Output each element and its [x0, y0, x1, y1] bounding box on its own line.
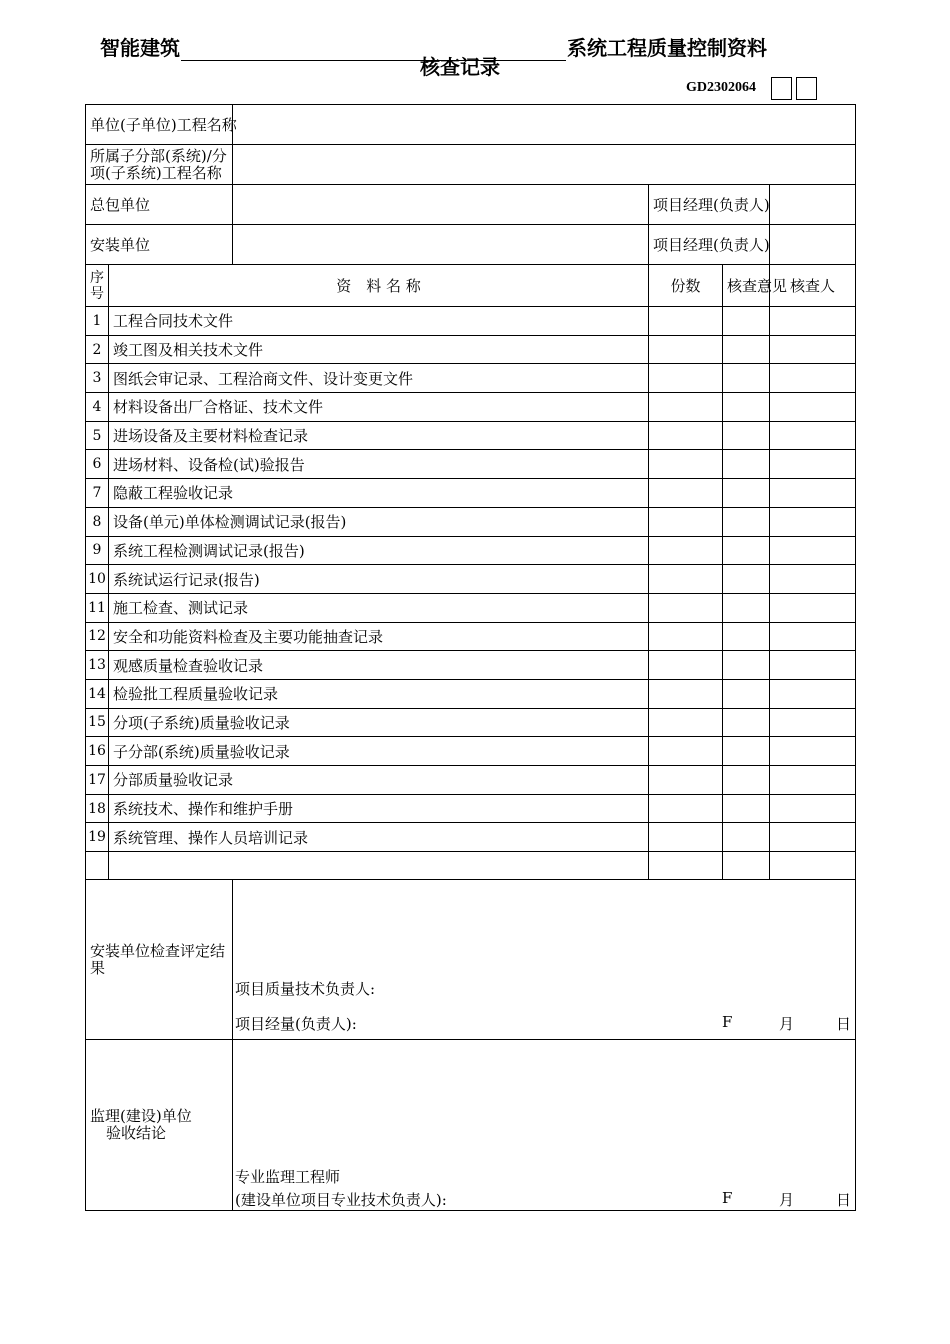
item-name: 分项(子系统)质量验收记录	[109, 708, 649, 737]
item-name: 检验批工程质量验收记录	[109, 679, 649, 708]
item-name: 工程合同技术文件	[109, 307, 649, 336]
table-row	[86, 679, 856, 708]
table-row	[86, 565, 856, 594]
item-copies[interactable]	[649, 794, 723, 823]
quality-lead-label: 项目质量技术负责人:	[235, 980, 376, 998]
item-opinion[interactable]	[723, 421, 770, 450]
item-checker[interactable]	[770, 679, 856, 708]
col-copies: 份数	[649, 265, 723, 307]
item-checker[interactable]	[770, 766, 856, 795]
table-row	[86, 479, 856, 508]
pm-label-1: 项目经理(负责人)	[649, 185, 770, 225]
general-contractor-row	[86, 185, 856, 225]
col-opinion: 核查意见	[723, 265, 770, 307]
item-opinion[interactable]	[723, 335, 770, 364]
form-code: GD2302064	[686, 80, 756, 95]
item-checker[interactable]	[770, 823, 856, 852]
item-checker[interactable]	[770, 794, 856, 823]
item-checker[interactable]	[770, 708, 856, 737]
item-opinion[interactable]	[723, 823, 770, 852]
item-name: 观感质量检查验收记录	[109, 651, 649, 680]
title-right: 系统工程质量控制资料	[567, 36, 767, 60]
column-header-row	[86, 265, 856, 307]
table-row	[86, 651, 856, 680]
item-name: 安全和功能资料检查及主要功能抽查记录	[109, 622, 649, 651]
item-checker[interactable]	[770, 364, 856, 393]
subproject-value[interactable]	[233, 145, 856, 185]
item-checker[interactable]	[770, 393, 856, 422]
item-opinion[interactable]	[723, 393, 770, 422]
blank-seq	[86, 852, 109, 880]
item-no: 12	[86, 622, 109, 651]
supervisor-label-line2: 验收结论	[106, 1124, 167, 1143]
table-row	[86, 708, 856, 737]
table-row-blank	[86, 852, 856, 880]
item-no: 17	[86, 766, 109, 795]
item-name: 进场设备及主要材料检查记录	[109, 421, 649, 450]
item-copies[interactable]	[649, 507, 723, 536]
subproject-row	[86, 145, 856, 185]
item-checker[interactable]	[770, 622, 856, 651]
item-checker[interactable]	[770, 450, 856, 479]
item-copies[interactable]	[649, 823, 723, 852]
table-row	[86, 307, 856, 336]
general-contractor-label: 总包单位	[86, 185, 233, 225]
item-checker[interactable]	[770, 421, 856, 450]
table-row	[86, 593, 856, 622]
item-no: 6	[86, 450, 109, 479]
manager-label: 项目经量(负责人):	[235, 1015, 357, 1033]
title-left: 智能建筑	[100, 36, 180, 60]
col-seq: 序号	[86, 265, 109, 307]
item-copies[interactable]	[649, 651, 723, 680]
code-box-1[interactable]	[771, 77, 792, 100]
installer-day: 日	[836, 1015, 852, 1033]
pm-value-2[interactable]	[770, 225, 856, 265]
supervisor-month: 月	[779, 1191, 795, 1209]
engineer-note: (建设单位项目专业技术负责人):	[235, 1191, 447, 1209]
table-row	[86, 421, 856, 450]
table-row	[86, 364, 856, 393]
table-row	[86, 450, 856, 479]
item-checker[interactable]	[770, 565, 856, 594]
item-opinion[interactable]	[723, 450, 770, 479]
subproject-label: 所属子分部(系统)/分项(子系统)工程名称	[86, 145, 233, 185]
item-opinion[interactable]	[723, 565, 770, 594]
item-copies[interactable]	[649, 335, 723, 364]
item-no: 3	[86, 364, 109, 393]
item-no: 8	[86, 507, 109, 536]
item-no: 7	[86, 479, 109, 508]
item-copies[interactable]	[649, 766, 723, 795]
item-opinion[interactable]	[723, 622, 770, 651]
form-title-line2: 核查记录	[420, 55, 500, 79]
item-no: 19	[86, 823, 109, 852]
item-copies[interactable]	[649, 421, 723, 450]
item-opinion[interactable]	[723, 364, 770, 393]
table-row	[86, 737, 856, 766]
col-name: 资 料 名 称	[109, 265, 649, 307]
item-opinion[interactable]	[723, 708, 770, 737]
item-opinion[interactable]	[723, 479, 770, 508]
item-no: 13	[86, 651, 109, 680]
item-name: 分部质量验收记录	[109, 766, 649, 795]
item-name: 隐蔽工程验收记录	[109, 479, 649, 508]
project-name-row	[86, 105, 856, 145]
item-no: 16	[86, 737, 109, 766]
item-copies[interactable]	[649, 565, 723, 594]
table-row	[86, 794, 856, 823]
item-no: 10	[86, 565, 109, 594]
installer-result-label: 安装单位检查评定结果	[86, 880, 233, 1040]
item-checker[interactable]	[770, 536, 856, 565]
blank-name[interactable]	[109, 852, 649, 880]
item-name: 子分部(系统)质量验收记录	[109, 737, 649, 766]
item-copies[interactable]	[649, 622, 723, 651]
item-name: 设备(单元)单体检测调试记录(报告)	[109, 507, 649, 536]
installer-row	[86, 225, 856, 265]
supervisor-label-line1: 监理(建设)单位	[90, 1107, 192, 1126]
item-copies[interactable]	[649, 364, 723, 393]
item-copies[interactable]	[649, 450, 723, 479]
table-row	[86, 823, 856, 852]
item-name: 系统试运行记录(报告)	[109, 565, 649, 594]
item-copies[interactable]	[649, 393, 723, 422]
item-opinion[interactable]	[723, 593, 770, 622]
item-name: 图纸会审记录、工程洽商文件、设计变更文件	[109, 364, 649, 393]
supervisor-day: 日	[836, 1191, 852, 1209]
item-opinion[interactable]	[723, 794, 770, 823]
item-no: 14	[86, 679, 109, 708]
item-no: 11	[86, 593, 109, 622]
item-rows	[86, 307, 856, 852]
item-copies[interactable]	[649, 536, 723, 565]
item-name: 进场材料、设备检(试)验报告	[109, 450, 649, 479]
item-opinion[interactable]	[723, 679, 770, 708]
title-blank-line[interactable]	[181, 42, 566, 61]
item-no: 15	[86, 708, 109, 737]
table-row	[86, 766, 856, 795]
project-name-value[interactable]	[233, 105, 856, 145]
item-copies[interactable]	[649, 737, 723, 766]
item-opinion[interactable]	[723, 507, 770, 536]
blank-opinion[interactable]	[723, 852, 770, 880]
project-name-label: 单位(子单位)工程名称	[86, 105, 233, 145]
supervisor-year: F	[722, 1189, 733, 1207]
installer-value[interactable]	[233, 225, 649, 265]
blank-checker[interactable]	[770, 852, 856, 880]
col-checker: 核查人	[770, 265, 856, 307]
item-no: 5	[86, 421, 109, 450]
item-copies[interactable]	[649, 479, 723, 508]
installer-month: 月	[779, 1015, 795, 1033]
item-checker[interactable]	[770, 307, 856, 336]
item-copies[interactable]	[649, 708, 723, 737]
item-opinion[interactable]	[723, 737, 770, 766]
item-name: 材料设备出厂合格证、技术文件	[109, 393, 649, 422]
supervisor-row	[86, 1040, 856, 1211]
code-box-2[interactable]	[796, 77, 817, 100]
item-opinion[interactable]	[723, 536, 770, 565]
item-copies[interactable]	[649, 679, 723, 708]
item-copies[interactable]	[649, 307, 723, 336]
installer-year: F	[722, 1013, 733, 1031]
inspection-table	[85, 104, 856, 1211]
supervisor-label	[86, 1040, 233, 1211]
item-name: 竣工图及相关技术文件	[109, 335, 649, 364]
item-no: 18	[86, 794, 109, 823]
item-checker[interactable]	[770, 507, 856, 536]
general-contractor-value[interactable]	[233, 185, 649, 225]
table-row	[86, 622, 856, 651]
item-no: 9	[86, 536, 109, 565]
item-name: 施工检查、测试记录	[109, 593, 649, 622]
pm-value-1[interactable]	[770, 185, 856, 225]
item-no: 4	[86, 393, 109, 422]
item-opinion[interactable]	[723, 651, 770, 680]
item-opinion[interactable]	[723, 307, 770, 336]
engineer-label: 专业监理工程师	[235, 1168, 341, 1186]
table-row	[86, 536, 856, 565]
installer-result-row	[86, 880, 856, 1040]
table-row	[86, 335, 856, 364]
table-row	[86, 507, 856, 536]
item-copies[interactable]	[649, 593, 723, 622]
pm-label-2: 项目经理(负责人)	[649, 225, 770, 265]
table-row	[86, 393, 856, 422]
item-opinion[interactable]	[723, 766, 770, 795]
item-name: 系统管理、操作人员培训记录	[109, 823, 649, 852]
item-name: 系统技术、操作和维护手册	[109, 794, 649, 823]
item-checker[interactable]	[770, 335, 856, 364]
item-name: 系统工程检测调试记录(报告)	[109, 536, 649, 565]
installer-label: 安装单位	[86, 225, 233, 265]
item-checker[interactable]	[770, 479, 856, 508]
item-checker[interactable]	[770, 651, 856, 680]
blank-copies[interactable]	[649, 852, 723, 880]
item-checker[interactable]	[770, 593, 856, 622]
item-no: 2	[86, 335, 109, 364]
item-no: 1	[86, 307, 109, 336]
item-checker[interactable]	[770, 737, 856, 766]
